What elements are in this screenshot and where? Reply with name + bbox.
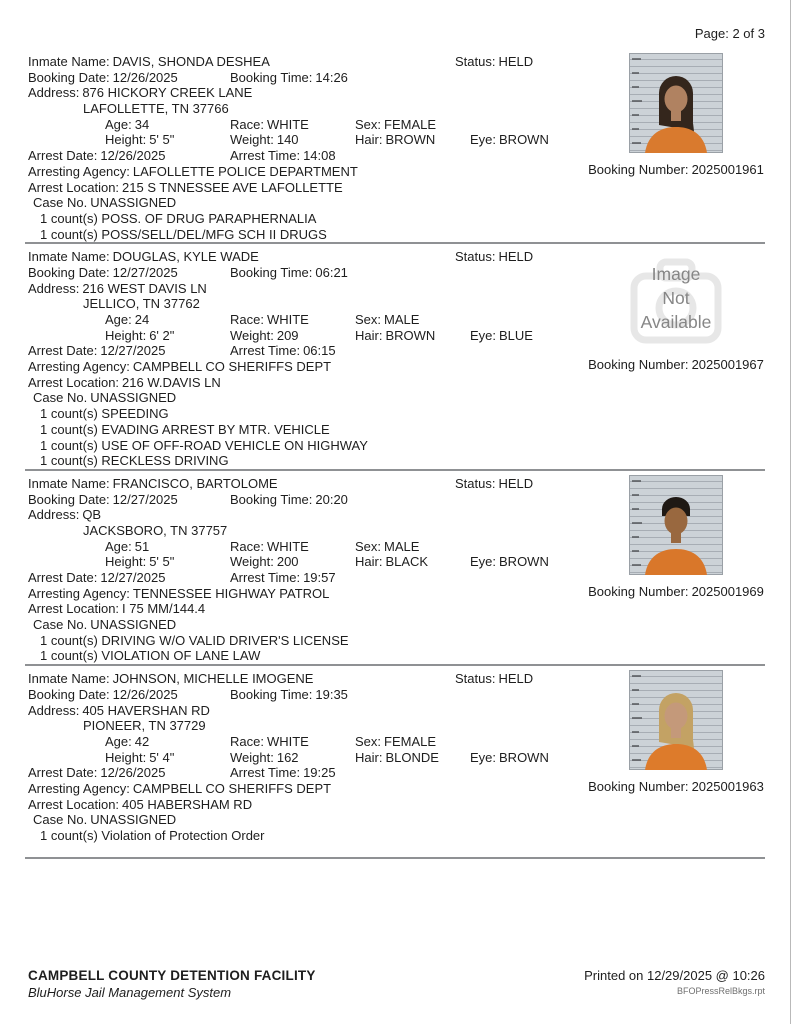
status: [455, 249, 533, 264]
arresting-agency: Arresting Agency: CAMPBELL CO SHERIFFS DEPT: [28, 780, 332, 796]
status: [455, 671, 533, 686]
race: Race: WHITE: [230, 538, 309, 554]
booking-date: Booking Date: 12/26/2025: [28, 69, 178, 85]
charge-line: 1 count(s) VIOLATION OF LANE LAW: [40, 648, 261, 664]
mugshot-photo: [629, 670, 723, 770]
race: Race: WHITE: [230, 733, 309, 749]
address: Address: 216 WEST DAVIS LN: [28, 280, 207, 296]
address-city-state: JACKSBORO, TN 37757: [83, 522, 228, 538]
weight: Weight: 200: [230, 554, 299, 570]
neck: [671, 726, 681, 738]
address: Address: 405 HAVERSHAN RD: [28, 702, 210, 718]
booking-time: Booking Time: 06:21: [230, 264, 348, 280]
mugshot-person-illustration: [629, 475, 723, 575]
booking-date: Booking Date: 12/27/2025: [28, 491, 178, 507]
photo-column: [587, 475, 765, 599]
eye: Eye: BLUE: [470, 327, 533, 343]
hair: Hair: BROWN: [355, 132, 436, 148]
arrest-location: Arrest Location: 405 HABERSHAM RD: [28, 796, 253, 812]
inmate-name: [28, 54, 270, 69]
arrest-date: Arrest Date: 12/27/2025: [28, 343, 166, 359]
booking-number-label: Booking Number:: [588, 583, 689, 599]
height: Height: 5' 5": [105, 554, 175, 570]
mugshot-photo: [629, 475, 723, 575]
image-not-available-text: Image Not Available: [640, 264, 712, 333]
booking-date: Booking Date: 12/26/2025: [28, 686, 178, 702]
inmate-name-label: Inmate Name:: [28, 54, 110, 69]
arrest-location: Arrest Location: 215 S TNNESSEE AVE LAFOLLETTE: [28, 179, 343, 195]
booking-time: Booking Time: 14:26: [230, 69, 348, 85]
age: Age: 34: [105, 116, 150, 132]
weight: Weight: 209: [230, 327, 299, 343]
age: Age: 24: [105, 312, 150, 327]
arrest-time: Arrest Time: 19:25: [230, 765, 336, 781]
address-city-state: LAFOLLETTE, TN 37766: [83, 101, 229, 117]
charges-list: [0, 828, 795, 844]
booking-number-value: 2025001969: [691, 583, 764, 599]
charge-line: 1 count(s) SPEEDING: [40, 406, 169, 422]
hair: Hair: BLACK: [355, 554, 429, 570]
status-value: HELD: [498, 671, 534, 687]
charge-line: 1 count(s) POSS. OF DRUG PARAPHERNALIA: [40, 210, 317, 226]
height: Height: 5' 4": [105, 749, 175, 765]
sex: Sex: FEMALE: [355, 733, 437, 749]
jumpsuit-shoulders: [645, 549, 707, 575]
charge-line: 1 count(s) EVADING ARREST BY MTR. VEHICLE: [40, 421, 330, 437]
sex: Sex: FEMALE: [355, 116, 437, 132]
address: Address: 876 HICKORY CREEK LANE: [28, 85, 253, 101]
report-filename: BFOPressRelBkgs.rpt: [676, 986, 765, 996]
height-chart-ticks: [632, 481, 642, 565]
sex: Sex: MALE: [355, 312, 420, 327]
booking-number: [587, 779, 765, 794]
height-chart-ticks: [632, 59, 642, 143]
address-city-state: PIONEER, TN 37729: [83, 718, 206, 734]
mugshot-person-illustration: [629, 53, 723, 153]
status-label: Status:: [455, 249, 496, 265]
inmate-name-label: Inmate Name:: [28, 671, 110, 687]
printed-timestamp: Printed on 12/29/2025 @ 10:26: [584, 968, 765, 983]
charge-line: 1 count(s) DRIVING W/O VALID DRIVER'S LICENSE: [40, 632, 349, 648]
charge-line: 1 count(s) Violation of Protection Order: [40, 828, 265, 843]
inmate-record: [0, 49, 795, 244]
face: [665, 703, 688, 730]
age: Age: 42: [105, 733, 150, 749]
sex: Sex: MALE: [355, 538, 420, 554]
hair: Hair: BLONDE: [355, 749, 439, 765]
booking-time: Booking Time: 19:35: [230, 686, 348, 702]
inmate-record: [0, 244, 795, 471]
inmate-name: [28, 671, 313, 686]
arrest-date: Arrest Date: 12/27/2025: [28, 570, 166, 585]
address: Address: QB: [28, 507, 102, 523]
arrest-location: Arrest Location: I 75 MM/144.4: [28, 601, 206, 617]
charge-line: 1 count(s) POSS/SELL/DEL/MFG SCH II DRUGS: [40, 226, 327, 242]
image-not-available: [587, 248, 765, 348]
arrest-location: Arrest Location: 216 W.DAVIS LN: [28, 374, 221, 390]
booking-time: Booking Time: 20:20: [230, 491, 348, 507]
booking-number-value: 2025001963: [691, 779, 764, 795]
case-number: Case No. UNASSIGNED: [33, 617, 177, 633]
status-value: HELD: [498, 249, 534, 265]
status-label: Status:: [455, 54, 496, 69]
charges-list: [0, 406, 795, 469]
charge-line: 1 count(s) USE OF OFF-ROAD VEHICLE ON HIGHWAY: [40, 437, 368, 453]
arresting-agency: Arresting Agency: TENNESSEE HIGHWAY PATROL: [28, 585, 330, 601]
status: [455, 54, 533, 69]
arrest-date: Arrest Date: 12/26/2025: [28, 765, 166, 781]
inmate-name: [28, 476, 278, 491]
height: Height: 5' 5": [105, 132, 175, 148]
booking-number-label: Booking Number:: [588, 357, 689, 373]
status-value: HELD: [498, 475, 534, 491]
height: Height: 6' 2": [105, 327, 175, 343]
charge-line: 1 count(s) RECKLESS DRIVING: [40, 453, 229, 469]
status-value: HELD: [498, 54, 534, 69]
inmate-record: [0, 666, 795, 859]
mugshot-photo: [629, 248, 723, 348]
mugshot-photo: [629, 53, 723, 153]
inmate-name-value: FRANCISCO, BARTOLOME: [112, 475, 278, 491]
case-number: Case No. UNASSIGNED: [33, 812, 177, 828]
photo-column: [587, 248, 765, 372]
eye: Eye: BROWN: [470, 554, 549, 570]
eye: Eye: BROWN: [470, 132, 549, 148]
status-label: Status:: [455, 671, 496, 687]
jail-management-system: BluHorse Jail Management System: [28, 985, 232, 1000]
record-separator: [25, 857, 765, 859]
booking-number: [587, 162, 765, 177]
arresting-agency: Arresting Agency: LAFOLLETTE POLICE DEPARTMENT: [28, 163, 358, 179]
weight: Weight: 162: [230, 749, 299, 765]
hair: Hair: BROWN: [355, 327, 436, 343]
status-label: Status:: [455, 475, 496, 491]
face: [665, 86, 688, 113]
jumpsuit-shoulders: [645, 127, 707, 153]
inmate-name-label: Inmate Name:: [28, 475, 110, 491]
height-chart-ticks: [632, 676, 642, 760]
arrest-time: Arrest Time: 19:57: [230, 570, 336, 585]
inmate-name-label: Inmate Name:: [28, 249, 110, 265]
weight: Weight: 140: [230, 132, 299, 148]
inmate-name-value: DOUGLAS, KYLE WADE: [112, 249, 259, 265]
booking-number-label: Booking Number:: [588, 162, 689, 177]
inmate-name-value: DAVIS, SHONDA DESHEA: [112, 54, 270, 69]
arrest-date: Arrest Date: 12/26/2025: [28, 148, 166, 164]
arrest-time: Arrest Time: 06:15: [230, 343, 336, 359]
neck: [671, 109, 681, 121]
facility-name: CAMPBELL COUNTY DETENTION FACILITY: [28, 968, 316, 983]
age: Age: 51: [105, 538, 150, 554]
jumpsuit-shoulders: [645, 744, 707, 770]
case-number: Case No. UNASSIGNED: [33, 195, 177, 211]
address-city-state: JELLICO, TN 37762: [83, 296, 200, 312]
mugshot-person-illustration: [629, 670, 723, 770]
arrest-time: Arrest Time: 14:08: [230, 148, 336, 164]
inmate-name: [28, 249, 259, 264]
status: [455, 476, 533, 491]
inmate-records: [0, 49, 795, 859]
eye: Eye: BROWN: [470, 749, 549, 765]
booking-number-label: Booking Number:: [588, 779, 689, 795]
booking-number-value: 2025001967: [691, 357, 764, 373]
neck: [671, 531, 681, 543]
face: [665, 507, 688, 534]
photo-column: [587, 670, 765, 794]
photo-column: [587, 53, 765, 177]
charges-list: [0, 633, 795, 664]
booking-number: [587, 584, 765, 599]
booking-date: Booking Date: 12/27/2025: [28, 264, 178, 280]
case-number: Case No. UNASSIGNED: [33, 390, 177, 406]
arresting-agency: Arresting Agency: CAMPBELL CO SHERIFFS DEPT: [28, 359, 332, 375]
booking-number-value: 2025001961: [691, 162, 764, 177]
race: Race: WHITE: [230, 116, 309, 132]
race: Race: WHITE: [230, 312, 309, 327]
charges-list: [0, 211, 795, 242]
inmate-record: [0, 471, 795, 666]
page-number: Page: 2 of 3: [694, 26, 765, 41]
inmate-name-value: JOHNSON, MICHELLE IMOGENE: [112, 671, 314, 687]
